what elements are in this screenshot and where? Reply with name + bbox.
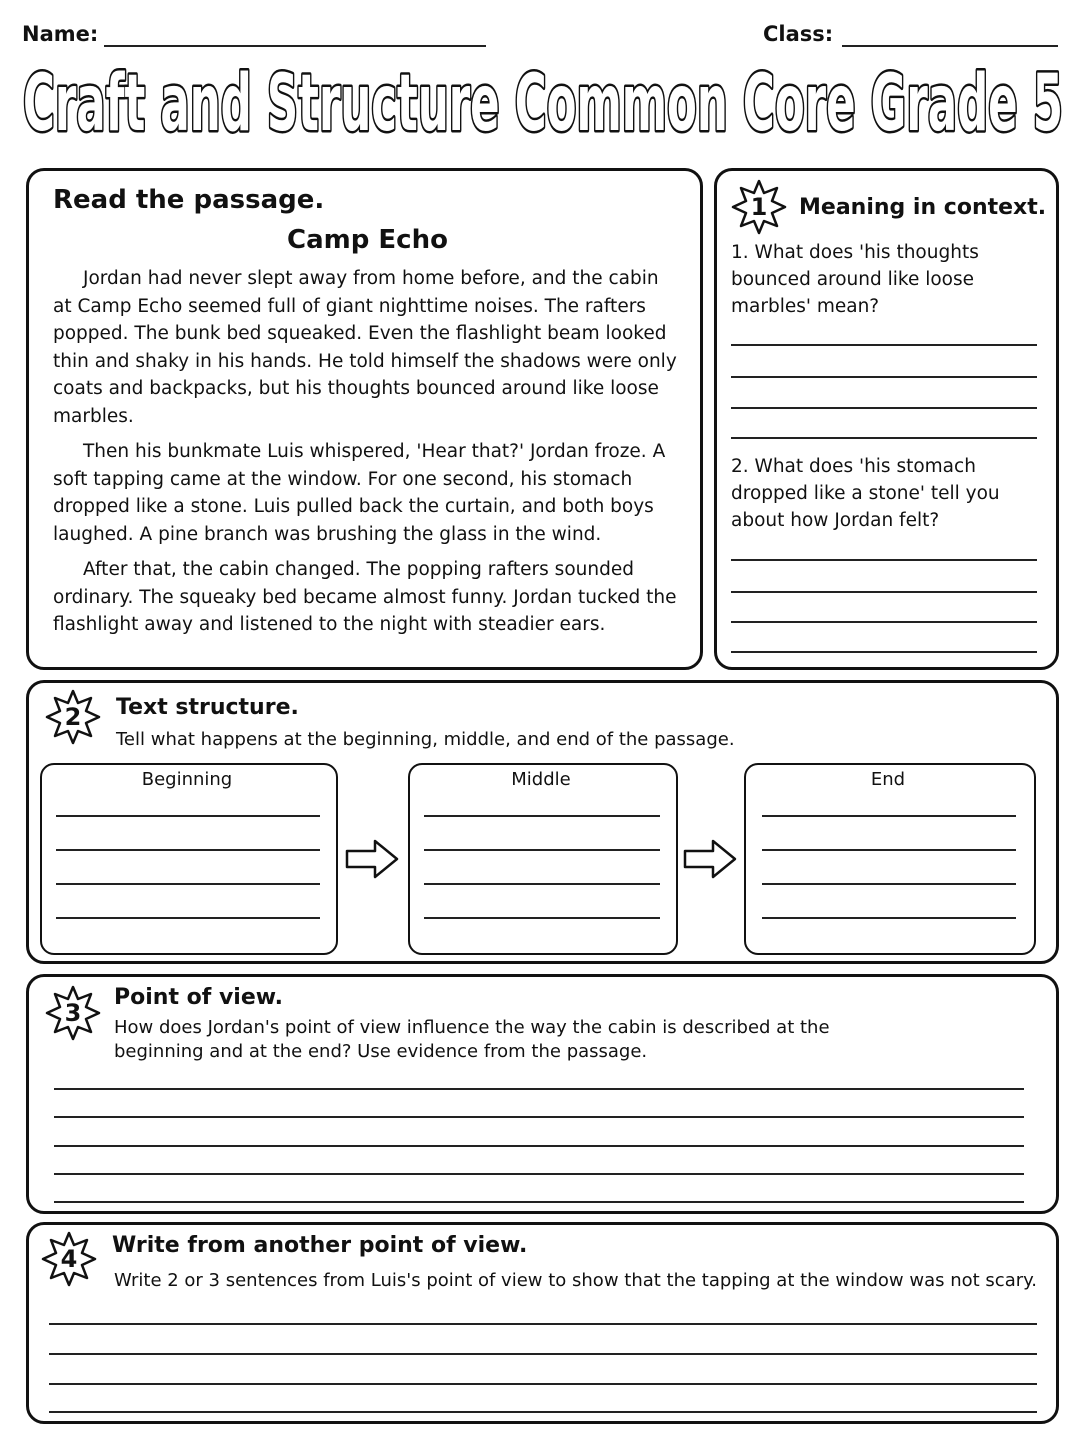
point-of-view-answer-line[interactable] [54,1088,1024,1090]
class-label: Class: [763,22,834,46]
beginning-box [40,763,338,955]
passage-body [53,265,683,647]
q1-answer-line[interactable] [731,376,1037,378]
another-pov-answer-line[interactable] [49,1353,1037,1355]
text-structure-panel [26,680,1059,964]
another-pov-answer-line[interactable] [49,1383,1037,1385]
arrow-right-icon [345,839,399,879]
another-pov-answer-line[interactable] [49,1411,1037,1413]
section-2-badge [45,689,101,745]
beginning-answer-line[interactable] [56,815,320,817]
passage-title: Camp Echo [287,225,448,255]
class-answer-line[interactable] [842,45,1058,47]
meaning-panel [714,168,1059,670]
passage-panel [26,168,703,670]
name-label: Name: [22,22,99,46]
section-1-number: 1 [750,193,768,221]
page-title [0,58,1086,154]
q1-answer-line[interactable] [731,344,1037,346]
section-3-badge [45,985,101,1041]
section-3-number: 3 [64,999,82,1027]
middle-answer-line[interactable] [424,883,660,885]
q1-answer-line[interactable] [731,437,1037,439]
point-of-view-answer-line[interactable] [54,1201,1024,1203]
middle-answer-line[interactable] [424,917,660,919]
middle-box [408,763,678,955]
point-of-view-answer-line[interactable] [54,1173,1024,1175]
end-answer-line[interactable] [762,849,1016,851]
q2-answer-line[interactable] [731,559,1037,561]
end-answer-line[interactable] [762,815,1016,817]
name-answer-line[interactable] [104,45,486,47]
section-1-title: Meaning in context. [799,195,1047,220]
section-4-badge [41,1231,97,1287]
section-3-prompt: How does Jordan's point of view influence the way the cabin is described at the beginning and at the end? Use evidence from the passage. [114,1017,830,1062]
another-point-of-view-panel [26,1222,1059,1424]
section-1-badge [731,179,787,235]
middle-answer-line[interactable] [424,849,660,851]
section-3-title: Point of view. [114,985,284,1010]
q1-answer-line[interactable] [731,407,1037,409]
beginning-label: Beginning [141,769,233,790]
arrow-right-icon [683,839,737,879]
page-title-text: Craft and Structure Common Core Grade 5 [23,59,1063,149]
passage-paragraph: Then his bunkmate Luis whispered, 'Hear that?' Jordan froze. A soft tapping came at the window. For one second, his stomach dropped like a stone. Luis pulled back the curtain, and both boys laughed. A pine branch was brushing the glass in the wind. [53,441,666,545]
beginning-answer-line[interactable] [56,917,320,919]
end-box [744,763,1036,955]
point-of-view-answer-line[interactable] [54,1116,1024,1118]
beginning-answer-line[interactable] [56,849,320,851]
point-of-view-panel [26,974,1059,1214]
section-4-number: 4 [60,1245,78,1273]
section-2-number: 2 [64,703,82,731]
beginning-answer-line[interactable] [56,883,320,885]
question-2-text: 2. What does 'his stomach dropped like a stone' tell you about how Jordan felt? [731,456,1000,531]
section-2-title: Text structure. [116,695,299,720]
end-answer-line[interactable] [762,917,1016,919]
passage-instruction: Read the passage. [53,185,325,215]
section-4-prompt: Write 2 or 3 sentences from Luis's point of view to show that the tapping at the window was not scary. [114,1270,1037,1291]
middle-label: Middle [511,769,571,790]
q2-answer-line[interactable] [731,651,1037,653]
passage-paragraph: After that, the cabin changed. The popping rafters sounded ordinary. The squeaky bed became almost funny. Jordan tucked the flashlight away and listened to the night with steadier ears. [53,559,677,635]
q2-answer-line[interactable] [731,621,1037,623]
another-pov-answer-line[interactable] [49,1323,1037,1325]
end-answer-line[interactable] [762,883,1016,885]
end-label: End [870,769,906,790]
middle-answer-line[interactable] [424,815,660,817]
section-4-title: Write from another point of view. [112,1233,528,1258]
question-1-text: 1. What does 'his thoughts bounced around like loose marbles' mean? [731,242,979,317]
passage-paragraph: Jordan had never slept away from home before, and the cabin at Camp Echo seemed full of giant nighttime noises. The rafters popped. The bunk bed squeaked. Even the flashlight beam looked thin and shaky in his hands. He told himself the shadows were only coats and backpacks, but his thoughts bounced around like loose marbles. [53,268,677,427]
q2-answer-line[interactable] [731,591,1037,593]
section-2-instruction: Tell what happens at the beginning, middle, and end of the passage. [116,729,735,750]
point-of-view-answer-line[interactable] [54,1145,1024,1147]
